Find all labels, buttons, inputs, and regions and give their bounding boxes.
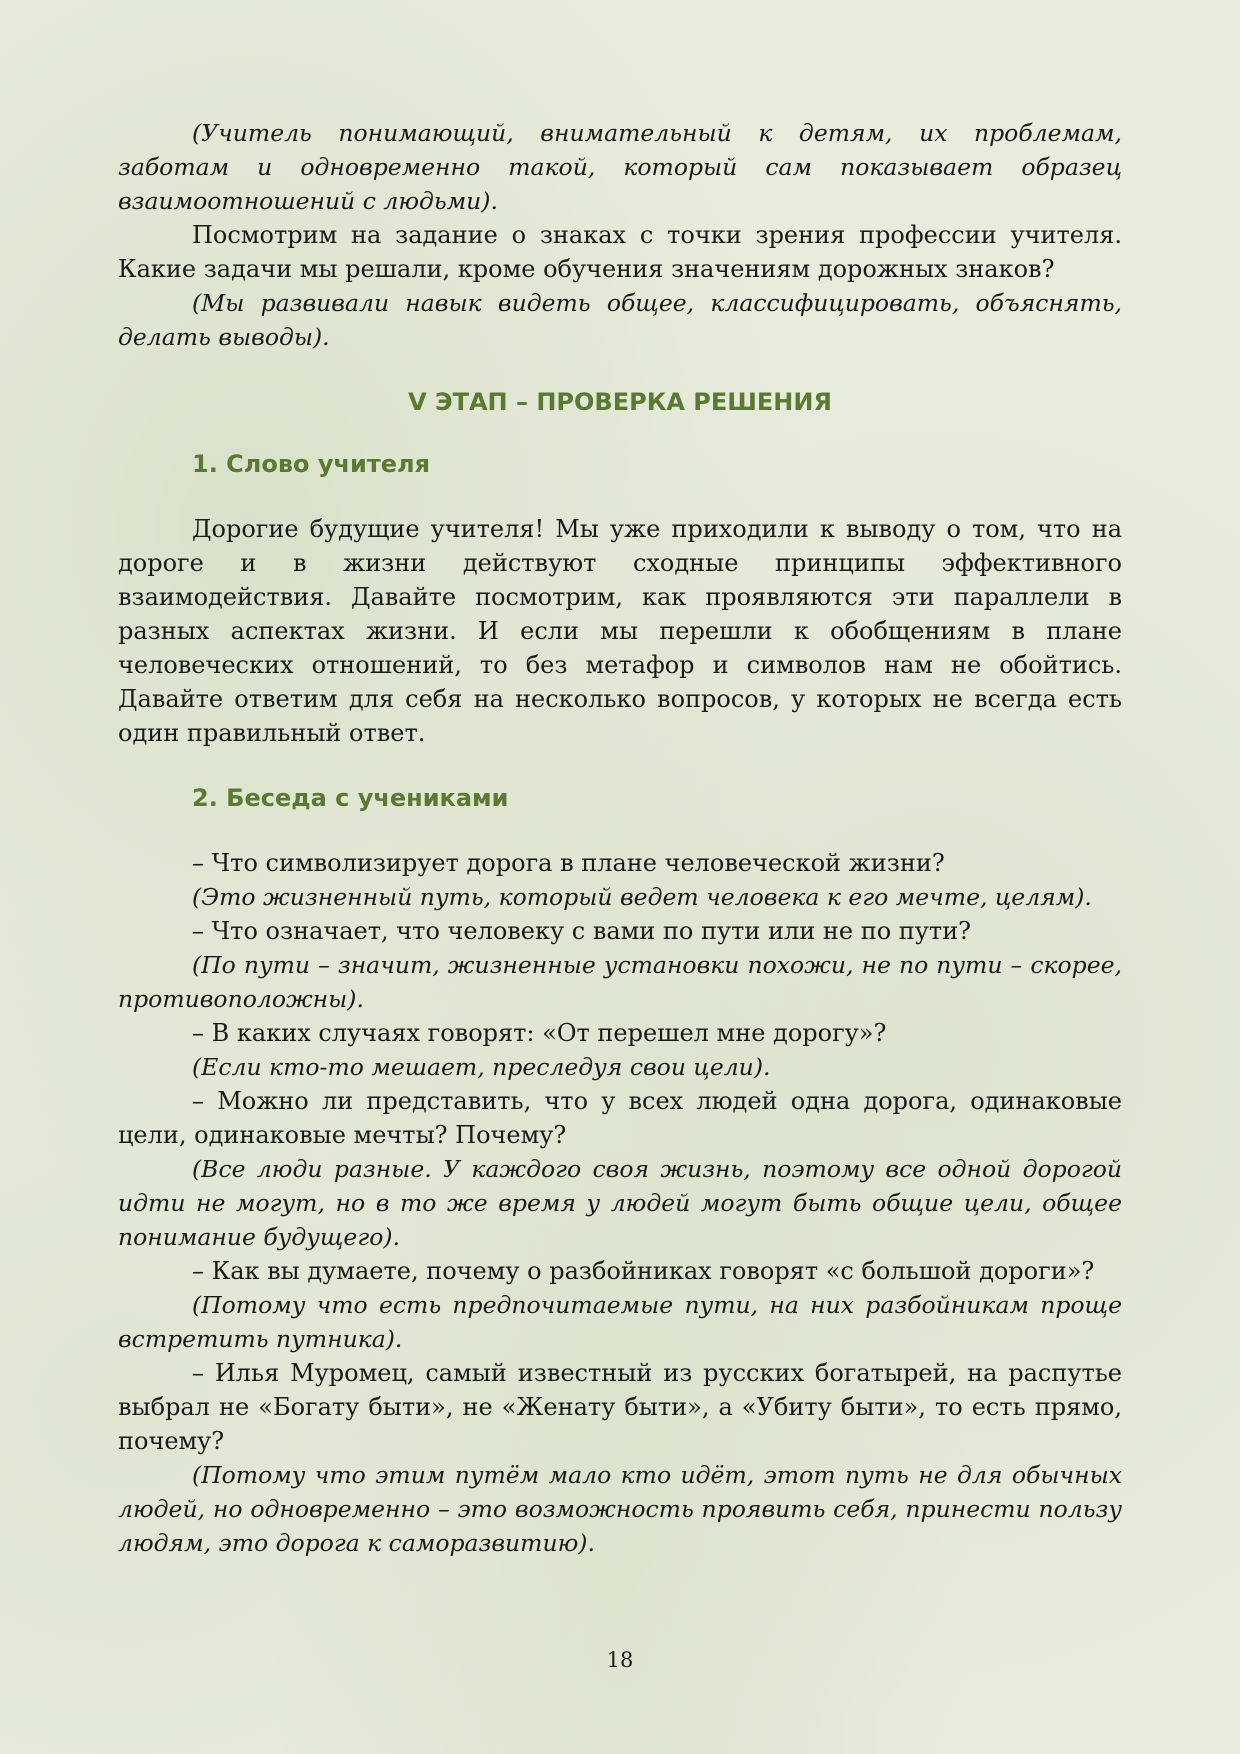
question: – В каких случаях говорят: «От перешел мне дорогу»?: [192, 1019, 887, 1047]
paragraph-skills-answer: (Мы развивали навык видеть общее, классифицировать, объяснять, делать выводы).: [118, 289, 1122, 351]
question: – Как вы думаете, почему о разбойниках говорят «с большой дороги»?: [192, 1257, 1095, 1285]
answer: (Потому что этим путём мало кто идёт, этот путь не для обычных людей, но одновременно – это возможность проявить себя, принести пользу людям, это дорога к саморазвитию).: [118, 1461, 1122, 1557]
paragraph-teacher-qualities: (Учитель понимающий, внимательный к детям, их проблемам, заботам и одновременно такой, который сам показывает образец взаимоотношений с людьми).: [118, 119, 1122, 215]
section-heading-teacher-word: 1. Слово учителя: [192, 450, 430, 478]
stage-title: V ЭТАП – ПРОВЕРКА РЕШЕНИЯ: [408, 388, 832, 416]
question: – Что означает, что человеку с вами по пути или не по пути?: [192, 917, 972, 945]
answer: (Потому что есть предпочитаемые пути, на них разбойникам проще встретить путника).: [118, 1291, 1122, 1353]
page-number: 18: [606, 1648, 634, 1672]
question: – Можно ли представить, что у всех людей одна дорога, одинаковые цели, одинаковые мечты? Почему?: [118, 1087, 1122, 1149]
paragraph-signs-task: Посмотрим на задание о знаках с точки зрения профессии учителя. Какие задачи мы решали, кроме обучения значениям дорожных знаков?: [118, 221, 1122, 283]
answer: (По пути – значит, жизненные установки похожи, не по пути – скорее, противоположны).: [118, 951, 1122, 1013]
question: – Илья Муромец, самый известный из русских богатырей, на распутье выбрал не «Богату быти», не «Женату быти», а «Убиту быти», то есть прямо, почему?: [118, 1359, 1122, 1455]
answer: (Если кто-то мешает, преследуя свои цели).: [192, 1053, 771, 1081]
question: – Что символизирует дорога в плане человеческой жизни?: [192, 849, 945, 877]
answer: (Все люди разные. У каждого своя жизнь, поэтому все одной дорогой идти не могут, но в то же время у людей могут быть общие цели, общее понимание будущего).: [118, 1155, 1122, 1251]
paragraph-teacher-word: Дорогие будущие учителя! Мы уже приходили к выводу о том, что на дороге и в жизни действуют сходные принципы эффективного взаимодействия. Давайте посмотрим, как проявляются эти параллели в разных аспектах жизни. И если мы перешли к обобщениям в плане человеческих отношений, то без метафор и символов нам не обойтись. Давайте ответим для себя на несколько вопросов, у которых не всегда есть один правильный ответ.: [118, 515, 1122, 747]
answer: (Это жизненный путь, который ведет человека к его мечте, целям).: [192, 883, 1092, 911]
spacer: [118, 750, 1122, 784]
section-heading-conversation: 2. Беседа с учениками: [192, 784, 509, 812]
